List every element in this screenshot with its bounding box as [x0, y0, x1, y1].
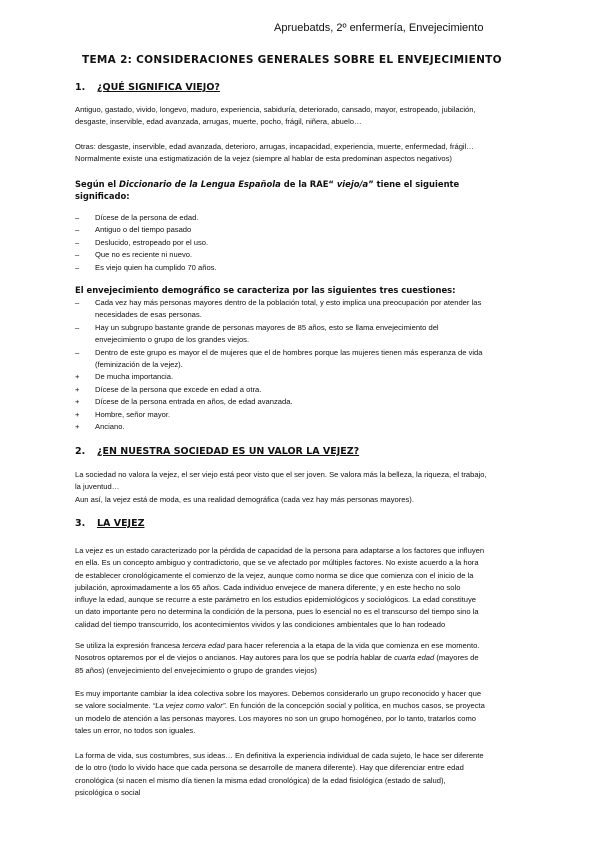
- list-marker: –: [75, 225, 80, 235]
- text-line: Otras: desgaste, inservible, edad avanzada, deterioro, arrugas, incapacidad, experiencia, muerte, enfermedad, frágil…: [75, 142, 474, 151]
- text-line: significado:: [75, 191, 130, 202]
- list-item-text: Dícese de la persona de edad.: [95, 213, 199, 222]
- section-2-title: ¿EN NUESTRA SOCIEDAD ES UN VALOR LA VEJEZ?: [97, 446, 360, 457]
- page-header: Apruebatds, 2º enfermería, Envejecimiento: [274, 22, 484, 34]
- paragraph-society: [75, 469, 537, 506]
- list-item-text: Hombre, señor mayor.: [95, 409, 171, 419]
- text-line: de lo otro (todo lo vivido hace que cada persona se desarrolle de manera diferente). Hay que diferenciar entre edad: [75, 763, 464, 773]
- list-item: [75, 212, 537, 224]
- text-line: psicológica o social: [75, 787, 141, 797]
- section-3-heading: [75, 518, 144, 529]
- text-line: un dato importante pero no determina la condición de la persona, pues lo esencial no es el transcurso del tiempo sino la: [75, 607, 479, 617]
- dictionary-heading: [75, 178, 537, 203]
- text-line: La forma de vida, sus costumbres, sus ideas… En definitiva la experiencia individual de cada sujeto, le hace ser diferente: [75, 751, 484, 760]
- list-item-text: Dícese de la persona que excede en edad a otra.: [95, 384, 262, 394]
- list-marker: –: [75, 298, 80, 307]
- demographic-list: [75, 297, 537, 433]
- text-line: [75, 652, 537, 664]
- text-run: de la RAE“: [280, 179, 337, 189]
- list-marker: –: [75, 237, 80, 247]
- list-item-text: De mucha importancia.: [95, 372, 174, 382]
- text-run-italic: tercera edad: [182, 641, 225, 650]
- list-item: [75, 297, 537, 322]
- list-item: [75, 237, 537, 249]
- paragraph-forma-de-vida: [75, 750, 537, 799]
- text-line: La vejez es un estado caracterizado por la pérdida de capacidad de la persona para adaptarse a los factores que influyen: [75, 546, 485, 555]
- list-item-text: necesidades de esas personas.: [95, 310, 202, 320]
- text-line: Es muy importante cambiar la idea colectiva sobre los mayores. Debemos considerarlo un grupo reconocido y hacer que: [75, 689, 482, 698]
- text-line: Aun así, la vejez está de moda, es una realidad demográfica (cada vez hay más personas mayores).: [75, 494, 414, 504]
- list-marker: –: [75, 322, 80, 332]
- section-2-number: 2.: [75, 446, 86, 457]
- list-item-text: Dentro de este grupo es mayor el de mujeres que el de hombres porque las mujeres tienen más esperanza de vida: [95, 347, 483, 357]
- list-item: [75, 384, 537, 396]
- list-marker: –: [75, 250, 80, 260]
- text-line: de establecer cronológicamente el comienzo de la vejez, aunque como norma se dice que comienza con el inicio de la: [75, 570, 474, 580]
- text-line: Normalmente existe una estigmatización de la vejez (siempre al hablar de esta predominan aspectos negativos): [75, 154, 452, 164]
- document-title: TEMA 2: CONSIDERACIONES GENERALES SOBRE EL ENVEJECIMIENTO: [82, 54, 502, 66]
- section-1-title: ¿QUÉ SIGNIFICA VIEJO?: [97, 82, 220, 93]
- text-line: tales un error, no todos son iguales.: [75, 725, 196, 735]
- list-item-text: Antiguo o del tiempo pasado: [95, 225, 192, 235]
- list-item: [75, 396, 537, 408]
- text-line: desgaste, inservible, edad avanzada, arrugas, muerte, pocho, frágil, niñera, abuelo…: [75, 117, 362, 127]
- list-item: [75, 262, 537, 274]
- list-item-text: Que no es reciente ni nuevo.: [95, 250, 193, 260]
- list-marker: +: [75, 384, 80, 394]
- section-1-number: 1.: [75, 82, 86, 93]
- paragraph-others: [75, 141, 537, 166]
- list-marker: +: [75, 409, 80, 419]
- text-line: jubilación, aproximadamente a los 65 años. Cada individuo envejece de manera diferente, y en este hecho no solo: [75, 582, 461, 592]
- text-run: Se utiliza la expresión francesa: [75, 641, 183, 650]
- text-run: (mayores de: [434, 653, 479, 663]
- list-item-text: Anciano.: [95, 422, 125, 432]
- list-marker: –: [75, 347, 80, 357]
- list-item: [75, 322, 537, 347]
- text-run-italic: Diccionario de la Lengua Española: [119, 179, 281, 189]
- paragraph-tercera-edad: [75, 640, 537, 677]
- section-1-heading: [75, 82, 220, 93]
- text-run-italic: “La vejez como valor”.: [152, 701, 228, 711]
- section-2-heading: [75, 446, 359, 457]
- text-run: para hacer referencia a la etapa de la vida que comienza en ese momento.: [224, 641, 480, 650]
- text-line: cronológica (si nacen el mismo día tienen la misma edad cronológica) de la edad fisiológica (estado de salud),: [75, 775, 446, 785]
- list-item-text: Hay un subgrupo bastante grande de personas mayores de 85 años, esto se llama envejecimiento del: [95, 322, 439, 332]
- text-line: Antiguo, gastado, vivido, longevo, maduro, experiencia, sabiduría, deteriorado, cansado, mayor, estropeado, jubilación,: [75, 105, 476, 114]
- list-marker: +: [75, 397, 80, 407]
- text-line: [75, 700, 537, 712]
- text-line: la juventud…: [75, 482, 120, 492]
- text-run: ” tiene el siguiente: [368, 179, 460, 189]
- list-item-text: envejecimiento o grupo de los grandes viejos.: [95, 335, 250, 345]
- list-item-text: Deslucido, estropeado por el uso.: [95, 237, 209, 247]
- text-run: Según el: [75, 179, 120, 189]
- list-item-text: Es viejo quien ha cumplido 70 años.: [95, 262, 217, 272]
- list-item: [75, 347, 537, 372]
- text-run: En función de la concepción social y política, en muchos casos, se proyecta: [227, 701, 485, 711]
- text-run: se valore socialmente.: [75, 701, 153, 711]
- list-item: [75, 409, 537, 421]
- text-line: [75, 178, 537, 190]
- list-marker: +: [75, 372, 80, 382]
- section-3-number: 3.: [75, 518, 86, 529]
- text-line: La sociedad no valora la vejez, el ser viejo está peor visto que el ser joven. Se valora más la belleza, la riqueza, el trabajo,: [75, 470, 487, 479]
- list-item: [75, 249, 537, 261]
- section-3-title: LA VEJEZ: [97, 518, 145, 529]
- text-line: [75, 640, 537, 652]
- paragraph-vejez-definition: [75, 545, 537, 631]
- text-run-italic: cuarta edad: [394, 653, 435, 663]
- demographic-heading: El envejecimiento demográfico se caracteriza por las siguientes tres cuestiones:: [75, 285, 456, 295]
- dictionary-list: [75, 212, 537, 274]
- text-run: Nosotros optaremos por el de viejos o ancianos. Hay autores para los que se podría hablar de: [75, 653, 395, 663]
- list-item: [75, 371, 537, 383]
- list-item-text: (feminización de la vejez).: [95, 360, 183, 370]
- text-line: en ella. Es un concepto ambiguo y contradictorio, que se ve afectado por múltiples factores. No existe acuerdo a la hora: [75, 558, 479, 568]
- paragraph-change-idea: [75, 688, 537, 737]
- list-marker: +: [75, 422, 80, 432]
- paragraph-synonyms: [75, 104, 537, 129]
- text-line: 85 años) (envejecimiento del envejecimiento o grupo de grandes viejos): [75, 665, 317, 675]
- text-line: un modelo de atención a las personas mayores. Los mayores no son un grupo homogéneo, por lo tanto, tratarlos como: [75, 713, 477, 723]
- text-line: calidad del tiempo transcurrido, los acontecimientos vividos y las condiciones ambientales que lo han rodeado: [75, 619, 446, 629]
- list-item-text: Cada vez hay más personas mayores dentro de la población total, y esto implica una preocupación por atender las: [95, 298, 482, 307]
- text-run-italic: viejo/a: [336, 179, 369, 189]
- list-marker: –: [75, 262, 80, 272]
- list-item: [75, 421, 537, 433]
- list-item: [75, 224, 537, 236]
- list-marker: –: [75, 213, 80, 222]
- list-item-text: Dícese de la persona entrada en años, de edad avanzada.: [95, 397, 293, 407]
- text-line: influye la edad, aunque se recurre a este parámetro en los estudios epidemiológicos y sociológicos. La edad constituye: [75, 595, 477, 605]
